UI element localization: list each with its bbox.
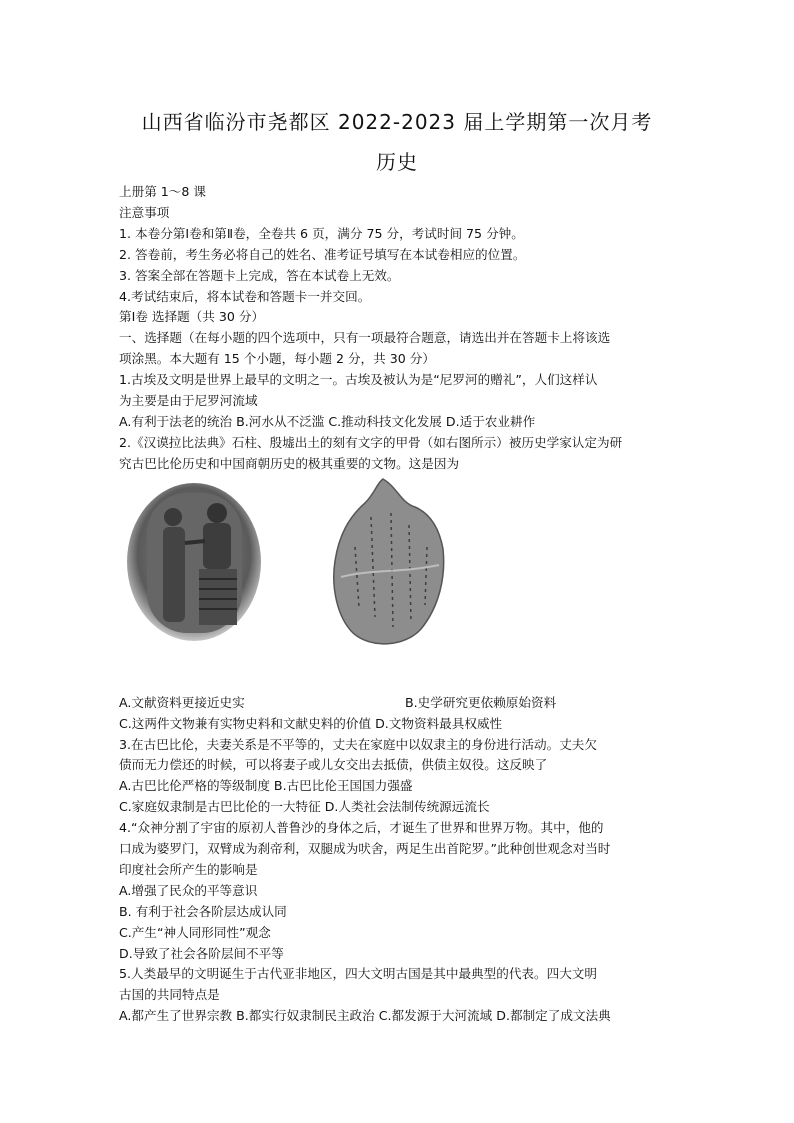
q1-stem: 为主要是由于尼罗河流域 — [119, 393, 258, 409]
q3-options-cd: C.家庭奴隶制是古巴比伦的一大特征 D.人类社会法制传统源远流长 — [119, 799, 490, 815]
q4-option-b: B. 有利于社会各阶层达成认同 — [119, 903, 287, 919]
q2-option-b: B.史学研究更依赖原始资料 — [405, 694, 557, 710]
q2-option-a: A.文献资料更接近史实 — [119, 694, 245, 710]
exam-title: 山西省临汾市尧都区 2022-2023 届上学期第一次月考 — [141, 110, 653, 134]
q5-options: A.都产生了世界宗教 B.都实行奴隶制民主政治 C.都发源于大河流域 D.都制定了成文法典 — [119, 1008, 611, 1024]
section-instruction: 项涂黑。本大题有 15 个小题，每小题 2 分，共 30 分） — [119, 351, 435, 367]
q3-stem: 债而无力偿还的时候，可以将妻子或儿女交出去抵债，供债主奴役。这反映了 — [119, 757, 548, 773]
q3-options-ab: A.古巴比伦严格的等级制度 B.古巴比伦王国国力强盛 — [119, 778, 413, 794]
q2-stem: 究古巴比伦历史和中国商朝历史的极其重要的文物。这是因为 — [119, 455, 460, 471]
section-instruction: 一、选择题（在每小题的四个选项中，只有一项最符合题意，请选出并在答题卡上将该选 — [119, 330, 611, 346]
q4-option-a: A.增强了民众的平等意识 — [119, 882, 258, 898]
q5-stem: 古国的共同特点是 — [119, 987, 220, 1003]
q1-stem: 1.古埃及文明是世界上最早的文明之一。古埃及被认为是“尼罗河的赠礼”，人们这样认 — [119, 372, 598, 388]
q4-stem: 口成为婆罗门，双臂成为刹帝利，双腿成为吠舍，两足生出首陀罗。”此种创世观念对当时 — [119, 841, 611, 857]
q2-figures — [119, 475, 679, 693]
exam-body — [119, 182, 679, 1027]
hammurabi-stele-image — [127, 483, 262, 641]
q3-stem: 3.在古巴比伦，夫妻关系是不平等的，丈夫在家庭中以奴隶主的身份进行活动。丈夫欠 — [119, 736, 597, 752]
notice-item: 2. 答卷前，考生务必将自己的姓名、准考证号填写在本试卷相应的位置。 — [119, 246, 526, 262]
scope-line: 上册第 1～8 课 — [119, 184, 207, 199]
exam-subject: 历史 — [376, 150, 418, 174]
q4-stem: 4.“众神分割了宇宙的原初人普鲁沙的身体之后，才诞生了世界和世界万物。其中，他的 — [119, 820, 604, 836]
q4-stem: 印度社会所产生的影响是 — [119, 861, 258, 877]
notice-heading: 注意事项 — [119, 204, 170, 220]
part-heading: 第Ⅰ卷 选择题（共 30 分） — [119, 309, 265, 325]
notice-item: 4.考试结束后，将本试卷和答题卡一并交回。 — [119, 288, 371, 304]
q4-option-d: D.导致了社会各阶层间不平等 — [119, 945, 284, 961]
q5-stem: 5.人类最早的文明诞生于古代亚非地区，四大文明古国是其中最典型的代表。四大文明 — [119, 966, 597, 982]
q4-option-c: C.产生“神人同形同性”观念 — [119, 924, 271, 940]
q2-stem: 2.《汉谟拉比法典》石柱、殷墟出土的刻有文字的甲骨（如右图所示）被历史学家认定为研 — [119, 434, 623, 450]
oracle-bone-image — [331, 477, 446, 649]
notice-item: 1. 本卷分第Ⅰ卷和第Ⅱ卷，全卷共 6 页，满分 75 分，考试时间 75 分钟。 — [119, 225, 524, 241]
q2-options-cd: C.这两件文物兼有实物史料和文献史料的价值 D.文物资料最具权威性 — [119, 715, 503, 731]
q2-options-row — [119, 693, 679, 714]
q1-options: A.有利于法老的统治 B.河水从不泛滥 C.推动科技文化发展 D.适于农业耕作 — [119, 413, 536, 429]
notice-item: 3. 答案全部在答题卡上完成，答在本试卷上无效。 — [119, 267, 400, 283]
